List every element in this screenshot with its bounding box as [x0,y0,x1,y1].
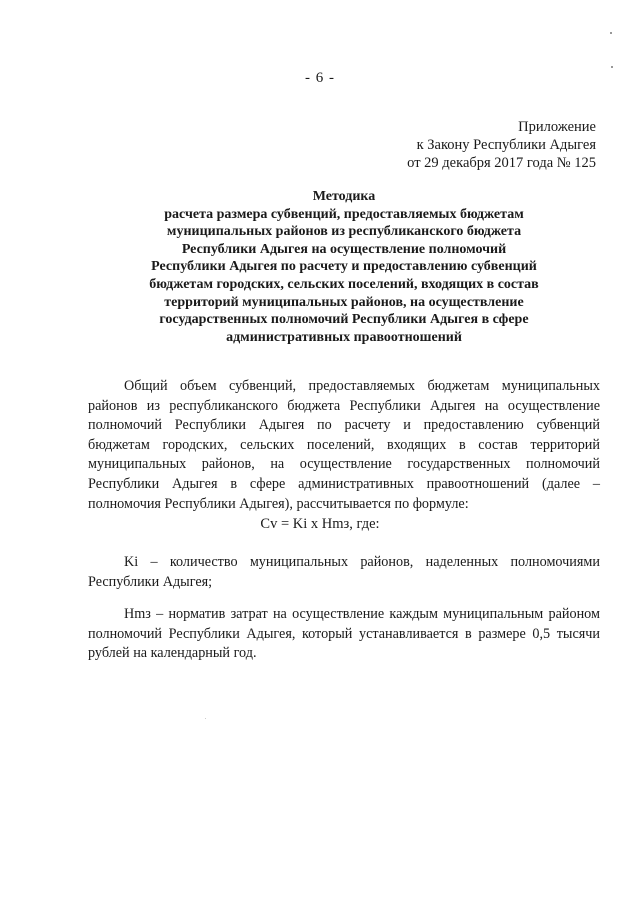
title-line: административных правоотношений [226,329,462,345]
title-line: территорий муниципальных районов, на осуществление [164,294,524,310]
page-number: - 6 - [305,70,335,86]
appendix-header [407,118,596,172]
title-line: Методика [312,189,376,204]
title-line: бюджетам городских, сельских поселений, входящих в состав [149,276,539,292]
title-line: Республики Адыгея по расчету и предоставлению субвенций [151,259,537,275]
definition-hmz-paragraph: Hmз – норматив затрат на осуществление каждым муниципальным районом полномочий Республики Адыгея, который устанавливается в размере 0,5 тысячи рублей на календарный год. [88,606,600,662]
scan-speck [205,718,206,719]
title-line: Республики Адыгея на осуществление полномочий [181,241,507,257]
title-line: расчета размера субвенций, предоставляемых бюджетам [164,206,524,222]
definition-ki-paragraph: Ki – количество муниципальных районов, наделенных полномочиями Республики Адыгея; [88,554,600,590]
title-line: государственных полномочий Республики Адыгея в сфере [159,312,529,328]
scan-speck [610,32,612,34]
title-line: муниципальных районов из республиканского бюджета [166,224,522,240]
appendix-law-reference: к Закону Республики Адыгея [416,137,596,153]
document-title [100,188,588,346]
appendix-label: Приложение [518,119,596,135]
scan-speck [611,66,613,68]
appendix-law-date: от 29 декабря 2017 года № 125 [407,155,596,171]
intro-paragraph: Общий объем субвенций, предоставляемых бюджетам муниципальных районов из республиканского бюджета Республики Адыгея на осуществление полномочий Республики Адыгея по расчету и предоставлению субвенций бюджетам городских, сельских поселений, входящих в состав территорий муниципальных районов, на осуществление государственных полномочий Республики Адыгея в сфере административных правоотношений (далее – полномочия Республики Адыгея), рассчитывается по формуле: [88,378,600,512]
formula: Cv = Ki x Hmз, где: [260,516,380,532]
